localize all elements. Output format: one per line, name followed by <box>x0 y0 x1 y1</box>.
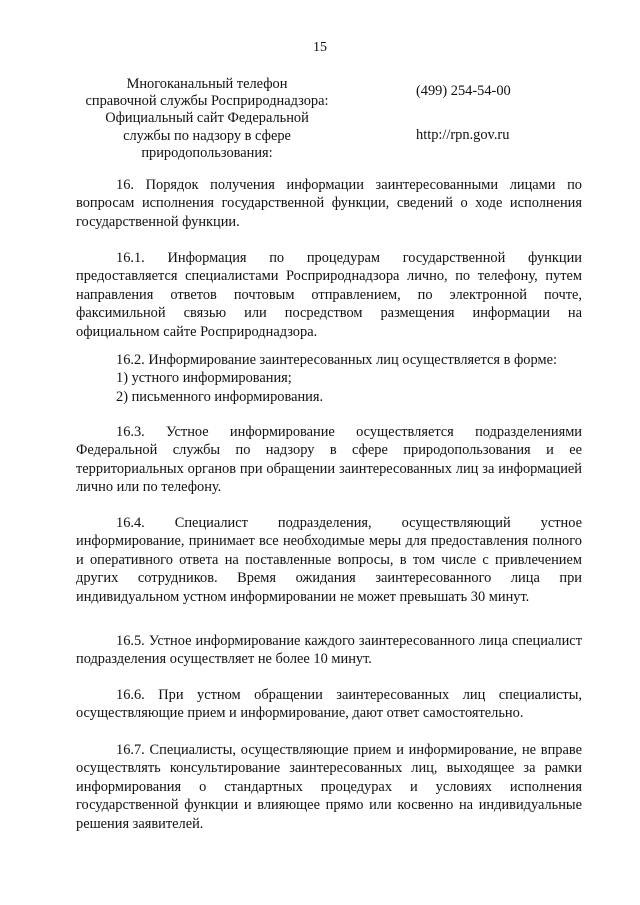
section-16 <box>76 176 582 231</box>
paragraph: 16.1. Информация по процедурам государственной функции предоставляется специалистами Росприроднадзора лично, по телефону, путем направления ответов почтовым отправлением, по электронной почте, факсимильной связью или посредством размещения информации на официальном сайте Росприроднадзора. <box>76 250 582 340</box>
contacts-block <box>76 76 566 162</box>
website-url: http://rpn.gov.ru <box>416 127 510 144</box>
paragraph: 16.5. Устное информирование каждого заинтересованного лица специалист подразделения осуществляет не более 10 минут. <box>76 633 582 668</box>
section-16-7 <box>76 741 582 833</box>
phone-number: (499) 254-54-00 <box>416 83 511 99</box>
paragraph: 16.7. Специалисты, осуществляющие прием и информирование, не вправе осуществлять консультирование заинтересованных лиц, выходящее за рамки информирования о стандартных процедурах и условиях исполнения государственной функции и влияющее прямо или косвенно на индивидуальные решения заявителей. <box>76 742 582 832</box>
website-label-line: природопользования: <box>141 144 273 161</box>
paragraph: 16.3. Устное информирование осуществляется подразделениями Федеральной службы по надзору в сфере природопользования и ее территориальных органов при обращении заинтересованных лиц за информацией лично или по телефону. <box>76 424 582 496</box>
phone-label-line: справочной службы Росприроднадзора: <box>85 93 329 110</box>
paragraph: 16.4. Специалист подразделения, осуществляющий устное информирование, принимает все необходимые меры для предоставления полного и оперативного ответа на поставленные вопросы, в том числе с привлечением других сотрудников. Время ожидания заинтересованного лица при индивидуальном устном информировании не может превышать 30 минут. <box>76 515 582 605</box>
section-16-2 <box>76 351 582 406</box>
phone-contact-row <box>76 76 566 110</box>
website-label-line: Официальный сайт Федеральной <box>105 110 309 127</box>
website-contact-row <box>76 110 566 162</box>
page-number: 15 <box>313 40 327 55</box>
paragraph: 16.6. При устном обращении заинтересованных лиц специалисты, осуществляющие прием и информирование, дают ответ самостоятельно. <box>76 687 582 722</box>
list-item: 2) письменного информирования. <box>116 388 324 405</box>
section-16-6 <box>76 686 582 723</box>
section-16-3 <box>76 423 582 497</box>
phone-label <box>76 76 338 110</box>
website-label-line: службы по надзору в сфере <box>123 127 291 144</box>
paragraph: 16. Порядок получения информации заинтересованными лицами по вопросам исполнения государственной функции, сведений о ходе исполнения государственной функции. <box>76 177 582 230</box>
phone-label-line: Многоканальный телефон <box>126 76 288 92</box>
paragraph: 16.2. Информирование заинтересованных лиц осуществляется в форме: <box>116 352 557 368</box>
section-16-5 <box>76 632 582 669</box>
website-label <box>76 110 338 162</box>
list-item: 1) устного информирования; <box>116 370 292 387</box>
section-16-4 <box>76 514 582 606</box>
section-16-1 <box>76 249 582 341</box>
